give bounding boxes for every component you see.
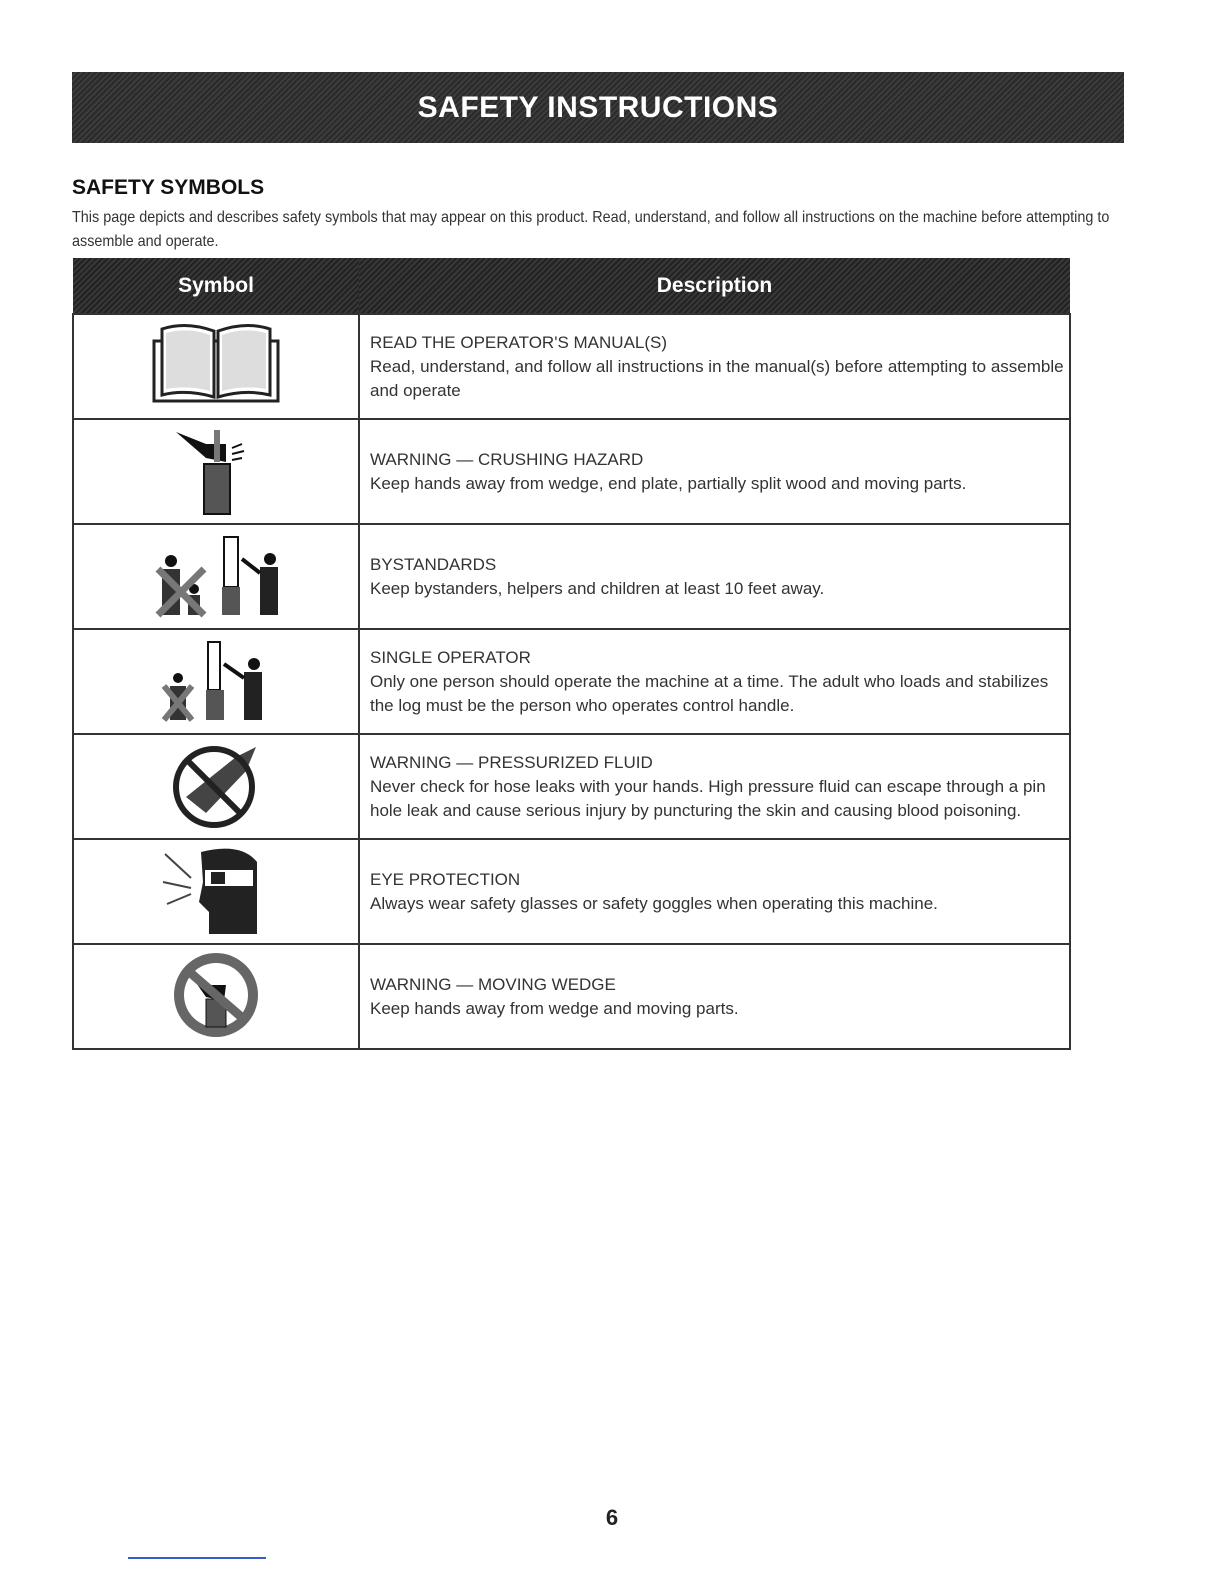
table-row [73,314,1070,419]
row-text: Read, understand, and follow all instructions in the manual(s) before attempting to assemble and operate [370,356,1064,400]
table-row [73,839,1070,944]
row-title: WARNING — MOVING WEDGE [370,974,616,994]
row-text: Keep hands away from wedge, end plate, partially split wood and moving parts. [370,473,967,493]
moving-wedge-icon [166,947,266,1042]
row-title: WARNING — CRUSHING HAZARD [370,449,644,469]
eye-protection-icon [161,842,271,937]
row-title: BYSTANDARDS [370,554,497,574]
intro-text: This page depicts and describes safety symbols that may appear on this product. Read, understand, and follow all instructions on the machine before attempting to assemble and operate. [72,209,1110,250]
row-text: Keep hands away from wedge and moving parts. [370,998,739,1018]
bystanders-icon [146,529,286,619]
safety-symbols-table [72,258,1071,1050]
row-title: SINGLE OPERATOR [370,647,531,667]
table-row [73,734,1070,839]
row-title: EYE PROTECTION [370,869,521,889]
table-row [73,524,1070,629]
row-text: Only one person should operate the machine at a time. The adult who loads and stabilizes the log must be the person who operates control handle. [370,671,1049,715]
row-text: Keep bystanders, helpers and children at least 10 feet away. [370,578,825,598]
page-number: 6 [605,1505,619,1530]
symbol-column-header: Symbol [73,258,359,314]
section-title: SAFETY SYMBOLS [72,176,265,199]
row-title: READ THE OPERATOR'S MANUAL(S) [370,332,668,352]
single-operator-icon [156,634,276,724]
description-column-header: Description [359,258,1070,314]
row-title: WARNING — PRESSURIZED FLUID [370,752,653,772]
table-row [73,629,1070,734]
table-row [73,944,1070,1049]
table-row [73,419,1070,524]
row-text: Always wear safety glasses or safety goggles when operating this machine. [370,893,938,913]
row-text: Never check for hose leaks with your hands. High pressure fluid can escape through a pin hole leak and cause serious injury by puncturing the skin and causing blood poisoning. [370,776,1046,820]
footer-rule [128,1557,266,1559]
crushing-hand-icon [166,422,266,517]
banner-title: SAFETY INSTRUCTIONS [417,90,779,124]
manual-book-icon [146,319,286,409]
page-banner [72,72,1124,143]
pressurized-fluid-icon [166,737,266,832]
